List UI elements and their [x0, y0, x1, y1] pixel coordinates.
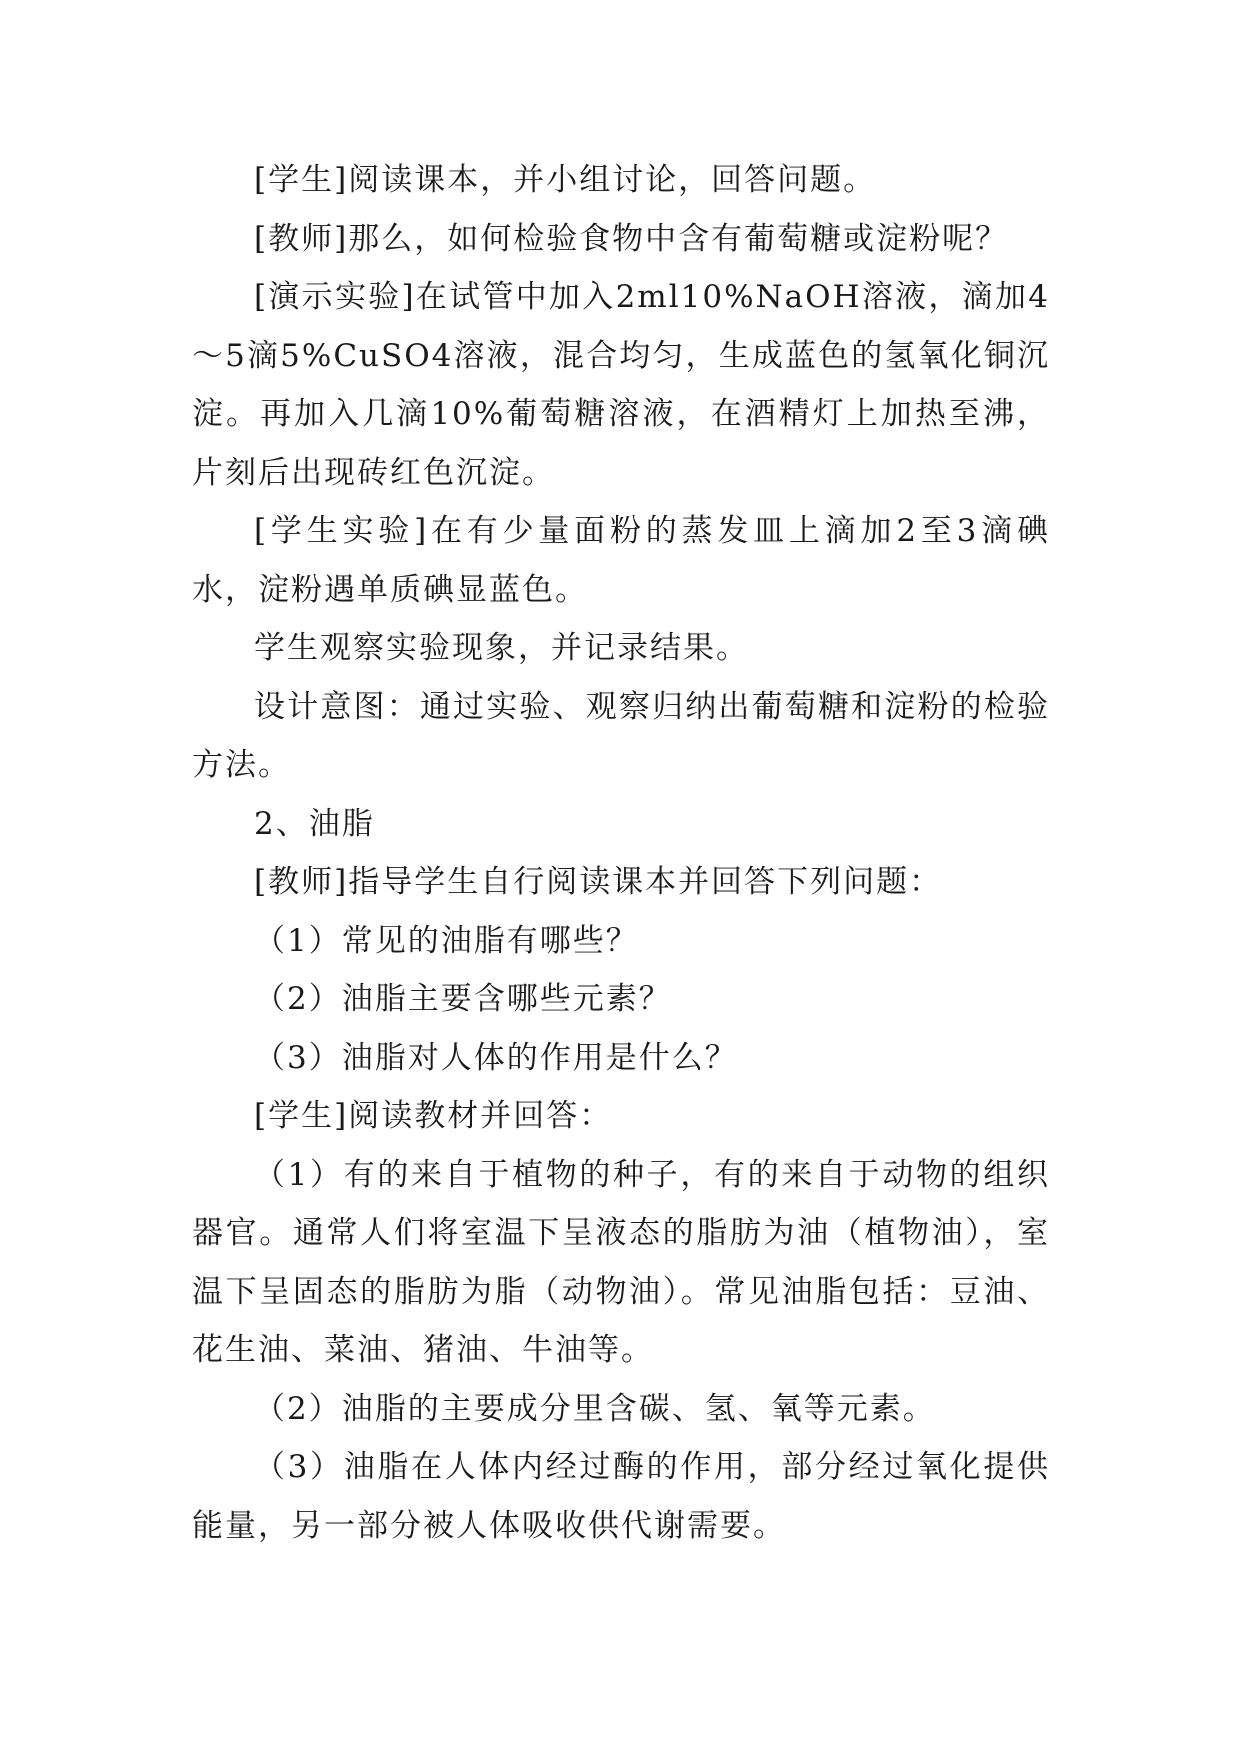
paragraph-demo-experiment: [演示实验]在试管中加入2ml10%NaOH溶液，滴加4～5滴5%CuSO4溶液，混合均匀，生成蓝色的氢氧化铜沉淀。再加入几滴10%葡萄糖溶液，在酒精灯上加热至沸，片刻后出现砖红色沉淀。: [192, 279, 1050, 491]
document-body: [192, 151, 1050, 1555]
paragraph-teacher-question: [教师]那么，如何检验食物中含有葡萄糖或淀粉呢？: [254, 220, 1009, 257]
question-item-3: （3）油脂对人体的作用是什么？: [254, 1039, 738, 1076]
paragraph-student-read: [学生]阅读课本，并小组讨论，回答问题。: [254, 162, 877, 198]
paragraph-teacher-guide: [教师]指导学生自行阅读课本并回答下列问题：: [254, 864, 943, 900]
answer-item-3: （3）油脂在人体内经过酶的作用，部分经过氧化提供能量，另一部分被人体吸收供代谢需要。: [192, 1449, 1050, 1544]
paragraph-student-experiment: [学生实验]在有少量面粉的蒸发皿上滴加2至3滴碘水，淀粉遇单质碘显蓝色。: [192, 513, 1050, 608]
question-item-2: （2）油脂主要含哪些元素？: [254, 981, 672, 1017]
paragraph-student-answer: [学生]阅读教材并回答：: [254, 1098, 613, 1134]
section-heading-oils: 2、油脂: [254, 805, 375, 842]
paragraph-design-intent: 设计意图：通过实验、观察归纳出葡萄糖和淀粉的检验方法。: [192, 688, 1050, 783]
answer-item-2: （2）油脂的主要成分里含碳、氢、氧等元素。: [254, 1390, 936, 1427]
question-item-1: （1）常见的油脂有哪些？: [254, 922, 639, 959]
answer-item-1: （1）有的来自于植物的种子，有的来自于动物的组织器官。通常人们将室温下呈液态的脂肪为油（植物油），室温下呈固态的脂肪为脂（动物油）。常见油脂包括：豆油、花生油、菜油、猪油、牛油等。: [192, 1156, 1050, 1368]
paragraph-student-observe: 学生观察实验现象，并记录结果。: [254, 630, 749, 666]
